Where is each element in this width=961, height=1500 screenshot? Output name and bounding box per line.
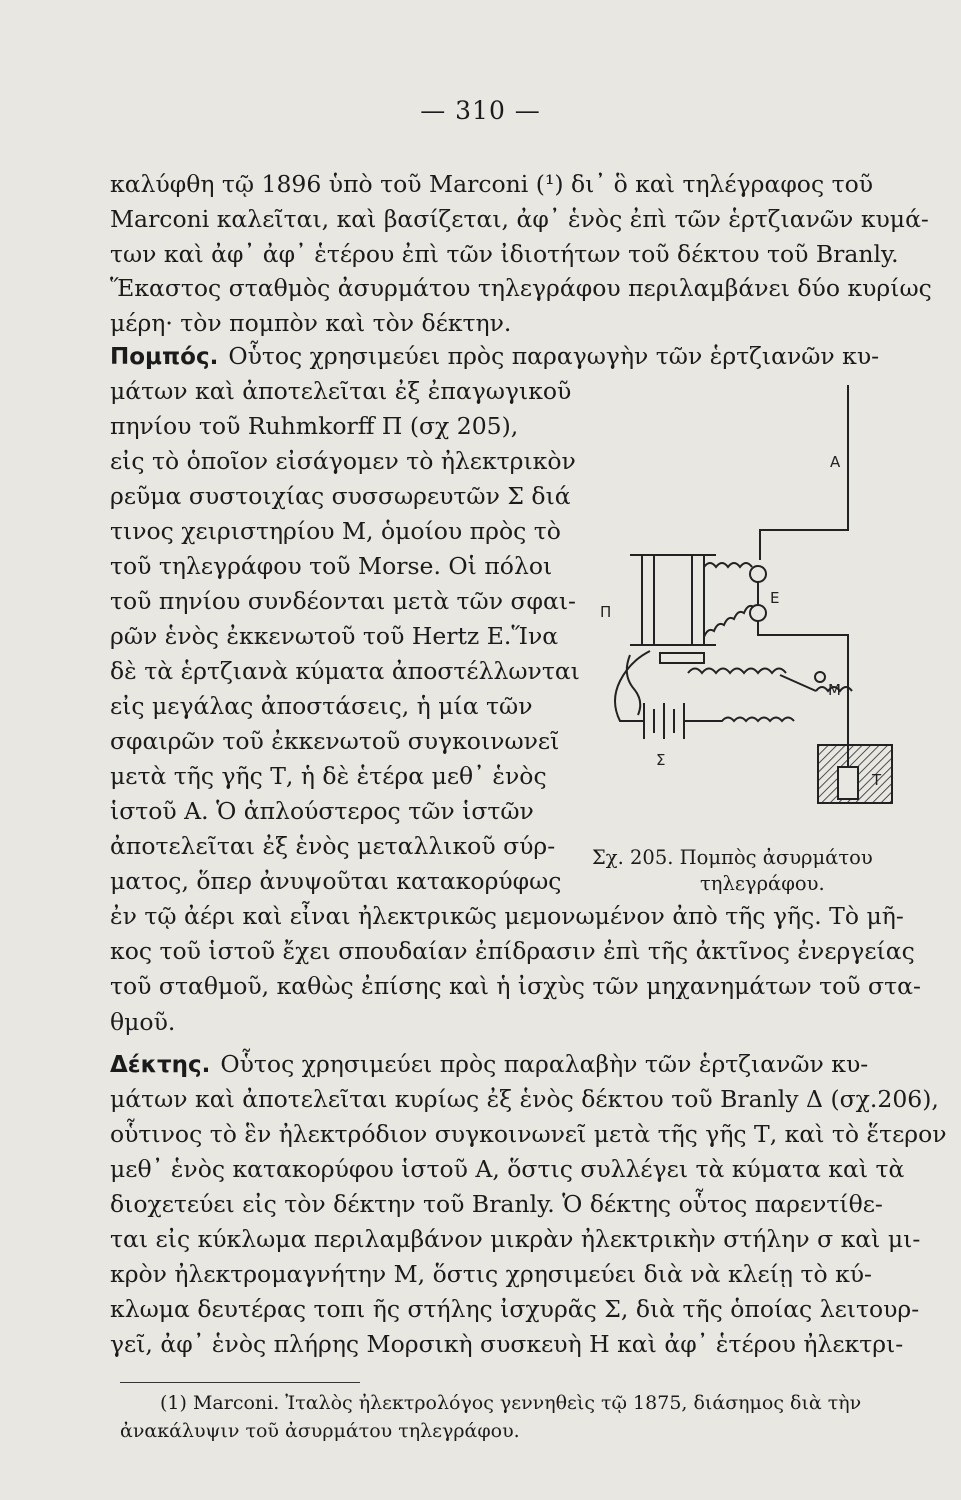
column-line: ρεῦμα συστοιχίας συσσωρευτῶν Σ διά bbox=[110, 482, 571, 510]
antenna-wire bbox=[760, 385, 848, 560]
text-line: τοῦ σταθμοῦ, καθὼς ἐπίσης καὶ ἡ ἰσχὺς τῶν μηχανημάτων τοῦ στα- bbox=[110, 972, 921, 1000]
label-S: Σ bbox=[656, 751, 666, 769]
text-line: θμοῦ. bbox=[110, 1008, 176, 1036]
text-line: ται εἰς κύκλωμα περιλαμβάνον μικρὰν ἠλεκτρικὴν στήλην σ καὶ μι- bbox=[110, 1225, 921, 1253]
column-line: τινος χειριστηρίου Μ, ὁμοίου πρὸς τὸ bbox=[110, 517, 561, 545]
column-line: εἰς μεγάλας ἀποστάσεις, ἡ μία τῶν bbox=[110, 692, 533, 720]
pompos-heading: Πομπός. bbox=[110, 344, 219, 370]
text-line: καλύφθη τῷ 1896 ὑπὸ τοῦ Marconi (¹) δι᾽ ὃ καὶ τηλέγραφος τοῦ bbox=[110, 170, 874, 198]
text-line: κλωμα δευτέρας τοπι ῆς στήλης ἰσχυρᾶς Σ, διὰ τῆς ὁποίας λειτουρ- bbox=[110, 1295, 920, 1323]
column-line: ρῶν ἑνὸς ἐκκενωτοῦ τοῦ Hertz E.Ἵνα bbox=[110, 622, 559, 650]
column-line: τοῦ τηλεγράφου τοῦ Morse. Οἱ πόλοι bbox=[110, 552, 553, 580]
label-M: M bbox=[828, 681, 841, 699]
page-number: — 310 — bbox=[420, 96, 541, 125]
column-line: δὲ τὰ ἑρτζιανὰ κύματα ἀποστέλλωνται bbox=[110, 657, 580, 685]
text-line: γεῖ, ἀφ᾽ ἑνὸς πλήρης Μορσικὴ συσκευὴ Η καὶ ἀφ᾽ ἑτέρου ἠλεκτρι- bbox=[110, 1330, 904, 1358]
column-line: ἀποτελεῖται ἐξ ἑνὸς μεταλλικοῦ σύρ- bbox=[110, 832, 556, 860]
text-line: διοχετεύει εἰς τὸν δέκτην τοῦ Branly. Ὁ δέκτης οὗτος παρεντίθε- bbox=[110, 1190, 883, 1218]
footnote-line-2: ἀνακάλυψιν τοῦ ἀσυρμάτου τηλεγράφου. bbox=[120, 1420, 520, 1442]
text-line: μέρη· τὸν πομπὸν καὶ τὸν δέκτην. bbox=[110, 309, 512, 337]
column-line: ἱστοῦ Α. Ὁ ἁπλούστερος τῶν ἱστῶν bbox=[110, 797, 534, 825]
column-line: μετὰ τῆς γῆς Τ, ἡ δὲ ἑτέρα μεθ᾽ ἑνὸς bbox=[110, 762, 547, 790]
transmitter-figure bbox=[590, 355, 930, 845]
dektis-first-text: Οὗτος χρησιμεύει πρὸς παραλαβὴν τῶν ἑρτζιανῶν κυ- bbox=[220, 1050, 869, 1078]
figure-caption-1: Σχ. 205. Πομπὸς ἀσυρμάτου bbox=[592, 846, 873, 869]
label-T: T bbox=[872, 771, 882, 789]
column-line: μάτων καὶ ἀποτελεῖται ἐξ ἐπαγωγικοῦ bbox=[110, 377, 572, 405]
dektis-first-line bbox=[110, 1050, 930, 1078]
figure-caption-2: τηλεγράφου. bbox=[700, 872, 825, 895]
induction-coil bbox=[642, 555, 704, 645]
column-line: πηνίου τοῦ Ruhmkorff Π (σχ 205), bbox=[110, 412, 519, 440]
sphere-lower bbox=[750, 605, 766, 621]
key-lever bbox=[780, 675, 816, 691]
pompos-first-text: Οὗτος χρησιμεύει πρὸς παραγωγὴν τῶν ἑρτζιανῶν κυ- bbox=[228, 342, 880, 370]
footnote-rule bbox=[120, 1382, 360, 1383]
label-P: Π bbox=[600, 603, 612, 621]
text-line: οὗτινος τὸ ἓν ἠλεκτρόδιον συγκοινωνεῖ μετὰ τῆς γῆς Τ, καὶ τὸ ἕτερον bbox=[110, 1120, 947, 1148]
text-line: κρὸν ἠλεκτρομαγνήτην Μ, ὅστις χρησιμεύει διὰ νὰ κλείῃ τὸ κύ- bbox=[110, 1260, 872, 1288]
text-line: Marconi καλεῖται, καὶ βασίζεται, ἀφ᾽ ἑνὸς ἐπὶ τῶν ἑρτζιανῶν κυμά- bbox=[110, 205, 929, 233]
text-line: κος τοῦ ἱστοῦ ἔχει σπουδαίαν ἐπίδρασιν ἐπὶ τῆς ἀκτῖνος ἐνεργείας bbox=[110, 937, 915, 965]
text-line: ἐν τῷ ἀέρι καὶ εἶναι ἠλεκτρικῶς μεμονωμένον ἀπὸ τῆς γῆς. Τὸ μῆ- bbox=[110, 902, 904, 930]
label-A: A bbox=[830, 453, 841, 471]
text-line: Ἕκαστος σταθμὸς ἀσυρμάτου τηλεγράφου περιλαμβάνει δύο κυρίως bbox=[110, 274, 932, 302]
column-line: σφαιρῶν τοῦ ἐκκενωτοῦ συγκοινωνεῖ bbox=[110, 727, 560, 755]
column-line: ματος, ὅπερ ἀνυψοῦται κατακορύφως bbox=[110, 867, 562, 895]
text-line: των καὶ ἀφ᾽ ἀφ᾽ ἑτέρου ἐπὶ τῶν ἰδιοτήτων τοῦ δέκτου τοῦ Branly. bbox=[110, 240, 899, 268]
text-line: μεθ᾽ ἑνὸς κατακορύφου ἱστοῦ Α, ὅστις συλλέγει τὰ κύματα καὶ τὰ bbox=[110, 1155, 905, 1183]
coil-spring-top bbox=[704, 563, 752, 567]
key-knob bbox=[815, 672, 825, 682]
dektis-heading: Δέκτης. bbox=[110, 1052, 211, 1078]
label-E: E bbox=[770, 589, 780, 607]
column-line: εἰς τὸ ὁποῖον εἰσάγομεν τὸ ἠλεκτρικὸν bbox=[110, 447, 576, 475]
footnote-line-1: (1) Marconi. Ἰταλὸς ἠλεκτρολόγος γεννηθεὶς τῷ 1875, διάσημος διὰ τὴν bbox=[160, 1392, 862, 1414]
column-line: τοῦ πηνίου συνδέονται μετὰ τῶν σφαι- bbox=[110, 587, 576, 615]
sphere-upper bbox=[750, 566, 766, 582]
text-line: μάτων καὶ ἀποτελεῖται κυρίως ἐξ ἑνὸς δέκτου τοῦ Branly Δ (σχ.206), bbox=[110, 1085, 939, 1113]
